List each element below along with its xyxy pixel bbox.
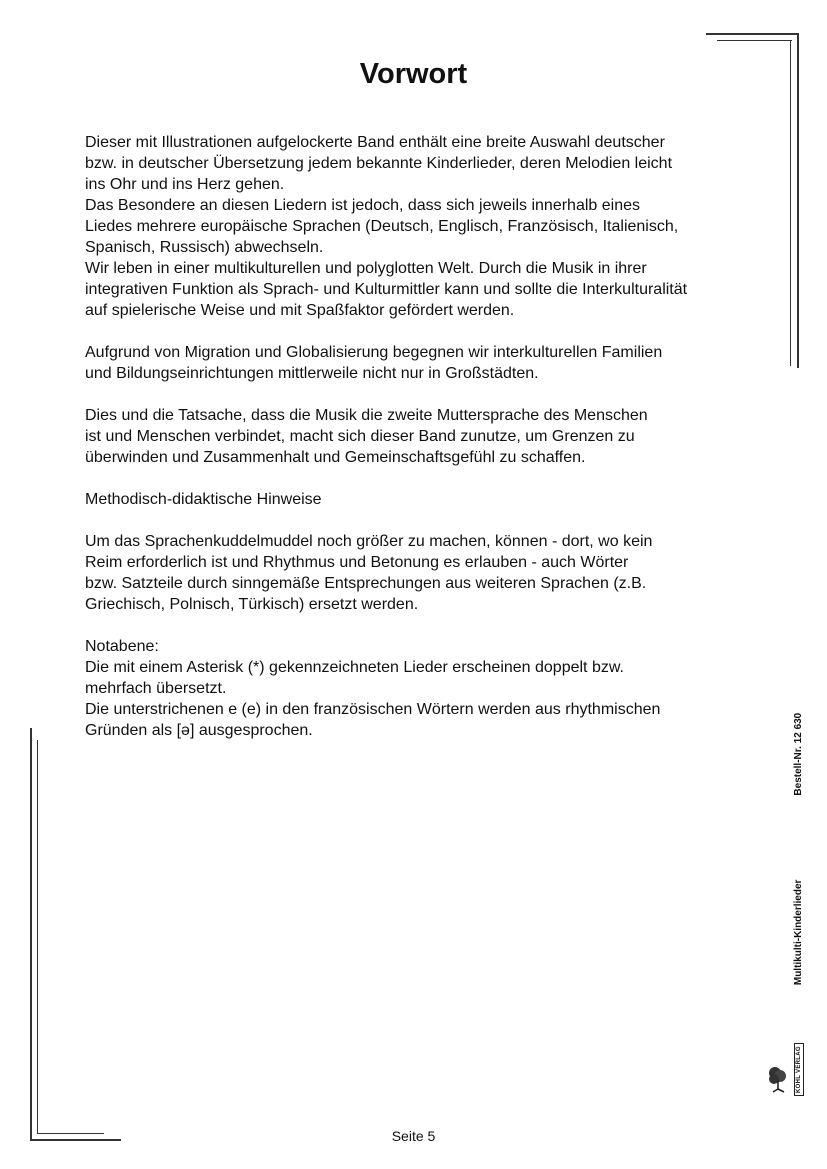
side-label [793, 713, 804, 1096]
book-title: Multikulti-Kinderlieder [793, 879, 804, 986]
body-text [85, 132, 755, 741]
text-line: und Bildungseinrichtungen mittlerweile nicht nur in Großstädten. [85, 365, 539, 382]
text-line: Dies und die Tatsache, dass die Musik die zweite Muttersprache des Menschen [85, 407, 648, 424]
paragraph-migration [85, 342, 755, 384]
page-title: Vorwort [359, 58, 468, 90]
text-line: Griechisch, Polnisch, Türkisch) ersetzt werden. [85, 596, 419, 613]
text-line: Liedes mehrere europäische Sprachen (Deutsch, Englisch, Französisch, Italienisch, [85, 218, 679, 235]
text-line: Das Besondere an diesen Liedern ist jedoch, dass sich jeweils innerhalb eines [85, 197, 640, 214]
text-line: ist und Menschen verbindet, macht sich dieser Band zunutze, um Grenzen zu [85, 428, 635, 445]
text-line: Gründen als [ə] ausgesprochen. [85, 722, 313, 739]
text-line: Spanisch, Russisch) abwechseln. [85, 239, 324, 256]
publisher-logo: KOHL VERLAG [794, 1043, 804, 1096]
paragraph-music [85, 405, 755, 468]
paragraph-intro [85, 132, 755, 321]
text-line: überwinden und Zusammenhalt und Gemeinschaftsgefühl zu schaffen. [85, 449, 586, 466]
text-line: Aufgrund von Migration und Globalisierung begegnen wir interkulturellen Familien [85, 344, 663, 361]
text-line: Notabene: [85, 638, 159, 655]
paragraph-method [85, 531, 755, 615]
text-line: bzw. in deutscher Übersetzung jedem bekannte Kinderlieder, deren Melodien leicht [85, 155, 673, 172]
text-line: Die unterstrichenen e (e) in den französischen Wörtern werden aus rhythmischen [85, 701, 661, 718]
text-line: Dieser mit Illustrationen aufgelockerte Band enthält eine breite Auswahl deutscher [85, 134, 665, 151]
text-line: Um das Sprachenkuddelmuddel noch größer zu machen, können - dort, wo kein [85, 533, 653, 550]
text-line: Reim erforderlich ist und Rhythmus und Betonung es erlauben - auch Wörter [85, 554, 629, 571]
section-heading [85, 489, 755, 510]
text-line: integrativen Funktion als Sprach- und Kulturmittler kann und sollte die Interkulturalität [85, 281, 688, 298]
tree-icon [767, 1065, 789, 1093]
order-number: Bestell-Nr. 12 630 [793, 712, 804, 796]
frame-left-outer [30, 728, 32, 1141]
text-line: Die mit einem Asterisk (*) gekennzeichneten Lieder erscheinen doppelt bzw. [85, 659, 624, 676]
page-number: Seite 5 [391, 1128, 436, 1144]
frame-left-inner [37, 740, 38, 1133]
text-line: bzw. Satzteile durch sinngemäße Entsprechungen aus weiteren Sprachen (z.B. [85, 575, 647, 592]
text-line: Methodisch-didaktische Hinweise [85, 491, 322, 508]
frame-top-inner [717, 40, 792, 41]
text-line: mehrfach übersetzt. [85, 680, 227, 697]
text-line: ins Ohr und ins Herz gehen. [85, 176, 285, 193]
text-line: auf spielerische Weise und mit Spaßfaktor gefördert werden. [85, 302, 515, 319]
text-line: Wir leben in einer multikulturellen und polyglotten Welt. Durch die Musik in ihrer [85, 260, 647, 277]
paragraph-notabene [85, 636, 755, 741]
frame-top-outer [706, 33, 799, 35]
